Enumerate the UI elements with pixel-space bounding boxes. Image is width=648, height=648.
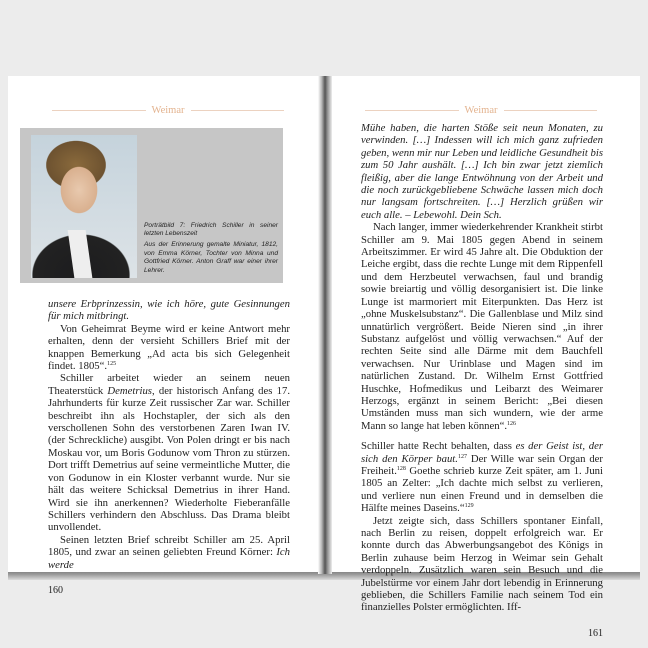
paragraph: Schiller arbeitet wieder an seinem neuen Theaterstück Demetrius, der historisch Anfang des 17. Jahrhunderts für kurze Zeit russischer Zar war. Schiller beschreibt ihn als Hochstapler, der sich als den verschollenen Sohn des verstorbenen Zaren Iwan IV. (der Schreckliche) ausgibt. Von Polen dringt er bis nach Moskau vor, um Boris Godunow vom Thron zu stürzen. Dort trifft Demetrius auf seine vermeintliche Mutter, die von Godunow in ein Kloster verbannt wurde. Nur sie hält das weitere Schicksal Demetrius in ihrer Hand. Wird sie ihn anerkennen? Wiederholte Fieberanfälle Schillers verhindern den Abschluss. Das Drama bleibt unvollendet. [48, 372, 290, 534]
header-rule [365, 110, 459, 111]
caption-title: Porträtbild 7: Friedrich Schiller in seiner letzten Lebenszeit [144, 221, 278, 237]
footnote-ref: 128 [396, 465, 406, 472]
figure-caption [144, 222, 278, 278]
paragraph: Schiller hatte Recht behalten, dass es der Geist ist, der sich den Körper baut.$^{127}$ Der Wille war sein Organ der Freiheit.$^{128}$ Goethe schrieb kurze Zeit später, am 1. Juni 1805 an Zelter: „Ich dachte mich selbst zu verlieren, und verliere nun einen Freund und in demselben die Hälfte meines Daseins.“$^{129}$ [361, 440, 603, 515]
page-number: 161 [588, 627, 603, 639]
footnote-ref: 127 [457, 453, 467, 460]
paragraph: Nach langer, immer wiederkehrender Krankheit stirbt Schiller am 9. Mai 1805 gegen Abend in seinem Arbeitszimmer. Er wird 45 Jahre alt. Die Obduktion der Leiche ergibt, dass die rechte Lunge mit dem Rippenfell und dem Herzbeutel verwachsen, faul und brandig sowie breiartig und völlig desorganisiert ist. Die linke Lunge ist marmoriert mit Eiterpunkten. Das Herz ist „ohne Muskelsubstanz“. Die Gallenblase und Milz sind unnatürlich vergrößert. Beide Nieren sind „in ihrer Substanz aufgelöst und völlig verwachsen.“ Auf der rechten Seite sind alle Därme mit dem Bauchfell verwachsen. Nur Urinblase und Magen sind im natürlichen Zustand. Dr. Wilhelm Ernst Gottfried Huschke, Hofmedikus und Leibarzt des Weimarer Herzogs, ergänzt in seinem Bericht: „Bei diesen Umständen muss man sich wundern, wie der arme Mann so lange hat leben können“.$^{126}$ [361, 221, 603, 432]
running-head-title: Weimar [464, 104, 498, 116]
portrait-figure [20, 128, 283, 283]
footnote-ref: 125 [107, 361, 117, 368]
footnote-ref: 129 [464, 503, 474, 510]
paragraph: Von Geheimrat Beyme wird er keine Antwort mehr erhalten, denn der versieht Schillers Brief mit der knappen Bemerkung „Ad acta bis sich Gelegenheit findet. 1805“.$^{125}$ [48, 322, 290, 373]
schiller-portrait-image [31, 135, 137, 278]
body-text [361, 122, 603, 640]
paragraph: Jetzt zeigte sich, dass Schillers spontaner Einfall, nach Berlin zu reisen, doppelt erfolgreich war. Er konnte durch das Abwerbungsangebot des Königs in Berlin zuhause beim Herzog in Weimar sein Gehalt verdoppeln. Zusätzlich waren sein Besuch und die Jubelstürme vor einem Jahr dort lebendig in Erinnerung geblieben, die Schillers Familie nach seinem Tod ein finanzielles Polster ermöglichten. Iff- [361, 514, 603, 614]
running-head [52, 103, 284, 117]
running-head [365, 103, 597, 117]
footnote-ref: 126 [507, 420, 517, 427]
header-rule [191, 110, 285, 111]
running-head-title: Weimar [151, 104, 185, 116]
header-rule [504, 110, 598, 111]
paragraph: Mühe haben, die harten Stöße seit neun Monaten, zu verwinden. […] Indessen will ich mich ganz zufrieden geben, wenn mir nur Leben und leidliche Gesundheit bis zum 50 Jahr aushält. […] Ich bin zwar jetzt ziemlich fleißig, aber die lange Entwöhnung von der Arbeit und die noch zurückgebliebene Schwäche lassen mich doch nur langsam fortschreiten. […] Herzlich grüßen wir euch alle. – Lebewohl. Dein Sch. [361, 122, 603, 221]
body-text [48, 298, 290, 597]
paragraph: Seinen letzten Brief schreibt Schiller am 25. April 1805, und zwar an seinen geliebten Freund Körner: Ich werde [48, 533, 290, 571]
paragraph: unsere Erbprinzessin, wie ich höre, gute Gesinnungen für mich mitbringt. [48, 298, 290, 323]
header-rule [52, 110, 146, 111]
book-spine [318, 76, 332, 574]
page-number: 160 [48, 584, 63, 596]
right-page [328, 76, 640, 639]
left-page [8, 76, 322, 596]
caption-text: Aus der Erinnerung gemalte Miniatur, 1812, von Emma Körner, Tochter von Minna und Gottfried Körner. Anton Graff war einer ihrer Lehrer. [144, 241, 278, 274]
